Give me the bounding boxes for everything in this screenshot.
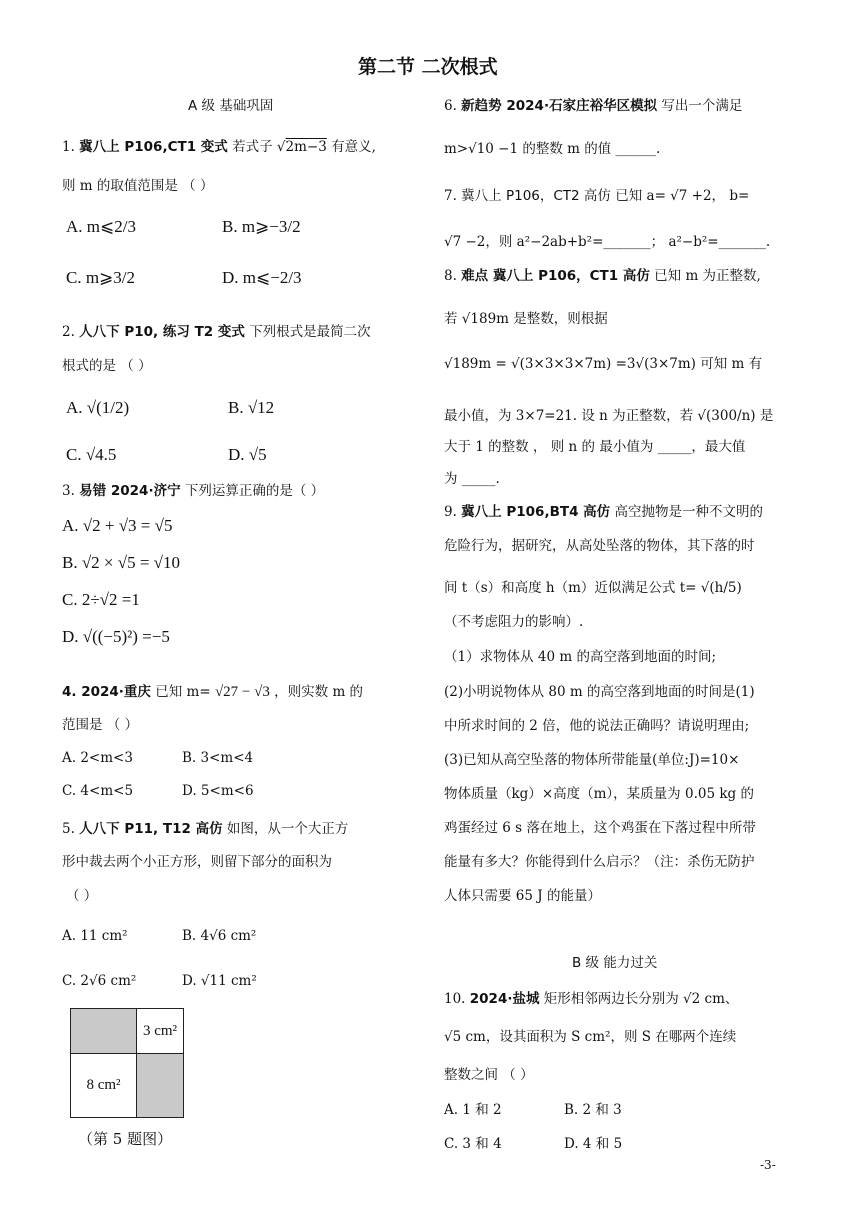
q10-option-b[interactable]: B. 2 和 3 <box>564 1102 622 1118</box>
q8-tag: 难点 冀八上 P106，CT1 高仿 <box>461 268 650 284</box>
q9-line-9: 物体质量（kg）×高度（m），某质量为 0.05 kg 的 <box>444 786 754 802</box>
q3-option-a[interactable]: A. √2 + √3 = √5 <box>62 516 173 535</box>
q10-stem-a: 矩形相邻两边长分别为 √2 cm、 <box>543 991 739 1007</box>
q5-stem-a: 如图，从一个大正方 <box>226 821 349 837</box>
q4-stem-b: ，则实数 m 的 <box>274 684 364 700</box>
q4-expr: √27 − √3 <box>214 684 270 700</box>
q1-option-b[interactable]: B. m⩾−3/2 <box>222 217 301 236</box>
q9-tag: 冀八上 P106,BT4 高仿 <box>461 504 611 520</box>
fig-big-square: 8 cm² <box>70 1053 137 1118</box>
q2-stem-b: 根式的是 （ ） <box>62 358 152 374</box>
q9-line-12: 人体只需要 65 J 的能量） <box>444 888 601 904</box>
q7-stem-a: 已知 a= √7 +2， b= <box>615 188 750 204</box>
question-10: 10. 2024·盐城 矩形相邻两边长分别为 √2 cm、 <box>444 991 739 1007</box>
q5-option-d[interactable]: D. √11 cm² <box>182 973 257 989</box>
q5-figure <box>70 1008 185 1118</box>
fig-small-square: 3 cm² <box>136 1008 184 1054</box>
q2-stem-a: 下列根式是最简二次 <box>249 324 371 340</box>
q9-line-11: 能量有多大？你能得到什么启示？（注：杀伤无防护 <box>444 854 755 870</box>
section-heading-a: A 级 基础巩固 <box>188 98 274 114</box>
q1-stem-c: 则 m 的取值范围是 （ ） <box>62 178 214 194</box>
fig-shaded-top-left <box>70 1008 137 1054</box>
q4-tag: 4. 2024·重庆 <box>62 684 151 700</box>
q6-stem-a: 写出一个满足 <box>661 98 743 114</box>
q9-line-4: （不考虑阻力的影响）. <box>444 614 584 630</box>
q9-line-10: 鸡蛋经过 6 s 落在地上，这个鸡蛋在下落过程中所带 <box>444 820 756 836</box>
q5-option-c[interactable]: C. 2√6 cm² <box>62 973 137 989</box>
q5-tag: 人八下 P11, T12 高仿 <box>79 821 223 837</box>
question-9: 9. 冀八上 P106,BT4 高仿 高空抛物是一种不文明的 <box>444 504 763 520</box>
q9-line-2: 危险行为，据研究，从高处坠落的物体，其下落的时 <box>444 538 755 554</box>
q3-tag: 易错 2024·济宁 <box>79 483 181 499</box>
q8-stem-c: √189m = √(3×3×3×7m) =3√(3×7m) 可知 m 有 <box>444 356 763 372</box>
q1-stem-a: 若式子 <box>232 139 273 155</box>
q5-stem-c: （ ） <box>66 888 98 904</box>
q10-stem-b: √5 cm，设其面积为 S cm²，则 S 在哪两个连续 <box>444 1029 737 1045</box>
question-5: 5. 人八下 P11, T12 高仿 如图，从一个大正方 <box>62 821 349 837</box>
q9-line-6: (2)小明说物体从 80 m 的高空落到地面的时间是(1) <box>444 684 755 700</box>
q9-line-1: 高空抛物是一种不文明的 <box>614 504 763 520</box>
q1-tag: 冀八上 P106,CT1 变式 <box>79 139 228 155</box>
q9-line-7: 中所求时间的 2 倍，他的说法正确吗？请说明理由; <box>444 718 750 734</box>
q8-stem-b: 若 √189m 是整数，则根据 <box>444 311 608 327</box>
q1-option-c[interactable]: C. m⩾3/2 <box>66 268 136 287</box>
question-3: 3. 易错 2024·济宁 下列运算正确的是（ ） <box>62 483 325 499</box>
q1-sqrt-icon: √2m−3 <box>276 139 327 155</box>
q1-stem-b: 有意义, <box>331 139 376 155</box>
q2-option-d[interactable]: D. √5 <box>228 445 267 464</box>
q4-option-c[interactable]: C. 4<m<5 <box>62 783 134 799</box>
q4-option-b[interactable]: B. 3<m<4 <box>182 750 254 766</box>
question-6: 6. 新趋势 2024·石家庄裕华区模拟 写出一个满足 <box>444 98 743 114</box>
q5-figure-caption: （第 5 题图） <box>78 1130 173 1148</box>
q4-option-d[interactable]: D. 5<m<6 <box>182 783 254 799</box>
q1-option-a[interactable]: A. m⩽2/3 <box>66 217 136 236</box>
q10-option-d[interactable]: D. 4 和 5 <box>564 1136 623 1152</box>
q7-tag: 冀八上 P106，CT2 高仿 <box>461 188 611 204</box>
q4-stem-c: 范围是 （ ） <box>62 717 139 733</box>
q2-option-c[interactable]: C. √4.5 <box>66 445 117 464</box>
section-heading-b: B 级 能力过关 <box>572 955 658 971</box>
q2-option-a[interactable]: A. √(1/2) <box>66 398 130 417</box>
q4-stem-a: 已知 m= <box>155 684 211 700</box>
question-1: 1. 冀八上 P106,CT1 变式 若式子 √2m−3 有意义, <box>62 139 376 155</box>
q3-option-b[interactable]: B. √2 × √5 = √10 <box>62 553 181 572</box>
q6-stem-b: m>√10 −1 的整数 m 的值 ______. <box>444 141 661 157</box>
q3-option-c[interactable]: C. 2÷√2 =1 <box>62 590 140 609</box>
fig-shaded-bottom-right <box>136 1053 184 1118</box>
q8-stem-e: 大于 1 的整数 ， 则 n 的 最小值为 _____，最大值 <box>444 439 746 455</box>
q6-tag: 新趋势 2024·石家庄裕华区模拟 <box>461 98 658 114</box>
q9-line-3: 间 t（s）和高度 h（m）近似满足公式 t= √(h/5) <box>444 580 742 596</box>
question-4 <box>62 680 363 701</box>
q8-stem-a: 已知 m 为正整数, <box>654 268 761 284</box>
question-7: 7. 冀八上 P106，CT2 高仿 已知 a= √7 +2， b= <box>444 188 750 204</box>
q9-line-5: （1）求物体从 40 m 的高空落到地面的时间; <box>444 649 716 665</box>
page-title: 第二节 二次根式 <box>358 56 498 78</box>
page-number: -3- <box>760 1158 776 1172</box>
q3-option-d[interactable]: D. √((−5)²) =−5 <box>62 627 170 646</box>
q10-option-a[interactable]: A. 1 和 2 <box>444 1102 502 1118</box>
q9-line-8: (3)已知从高空坠落的物体所带能量(单位:J)=10× <box>444 752 740 768</box>
q10-stem-c: 整数之间 （ ） <box>444 1067 534 1083</box>
q5-option-a[interactable]: A. 11 cm² <box>62 928 128 944</box>
q5-stem-b: 形中裁去两个小正方形，则留下部分的面积为 <box>62 854 332 870</box>
q2-option-b[interactable]: B. √12 <box>228 398 275 417</box>
q3-stem: 下列运算正确的是（ ） <box>184 483 325 499</box>
question-2: 2. 人八下 P10, 练习 T2 变式 下列根式是最简二次 <box>62 324 371 340</box>
q7-stem-b: √7 −2，则 a²−2ab+b²=_______； a²−b²=_______. <box>444 234 771 250</box>
q8-stem-f: 为 _____. <box>444 471 500 487</box>
q5-option-b[interactable]: B. 4√6 cm² <box>182 928 257 944</box>
q10-option-c[interactable]: C. 3 和 4 <box>444 1136 502 1152</box>
q8-stem-d: 最小值，为 3×7=21. 设 n 为正整数，若 √(300/n) 是 <box>444 408 774 424</box>
q10-tag: 2024·盐城 <box>469 991 540 1007</box>
question-8: 8. 难点 冀八上 P106，CT1 高仿 已知 m 为正整数, <box>444 268 761 284</box>
q1-option-d[interactable]: D. m⩽−2/3 <box>222 268 302 287</box>
q2-tag: 人八下 P10, 练习 T2 变式 <box>79 324 245 340</box>
q4-option-a[interactable]: A. 2<m<3 <box>62 750 133 766</box>
